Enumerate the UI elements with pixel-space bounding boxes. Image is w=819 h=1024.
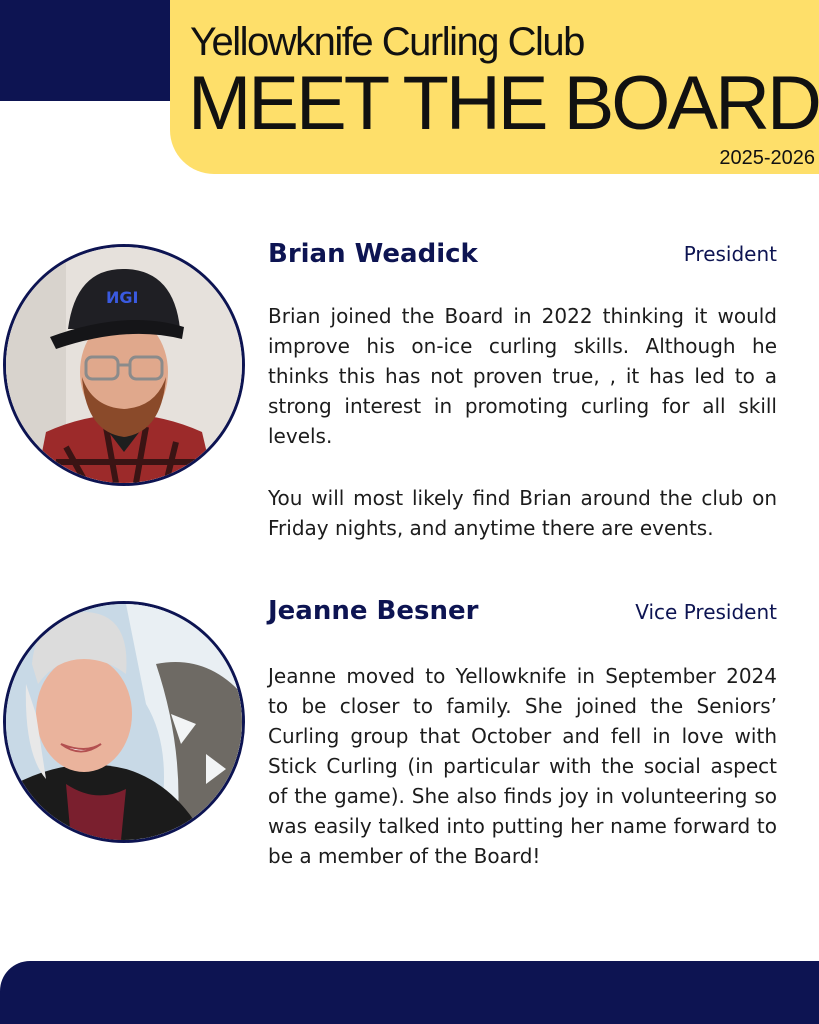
footer-bar <box>0 961 819 1024</box>
member-name: Brian Weadick <box>268 239 478 269</box>
svg-text:ИGI: ИGI <box>106 288 139 307</box>
term-years: 2025-2026 <box>719 147 815 169</box>
member-photo-jeanne <box>3 601 245 843</box>
member-role: President <box>683 242 777 266</box>
member-bio: Brian joined the Board in 2022 thinking it would improve his on-ice curling skills. Although he thinks this has not proven true, , it has led to a strong interest in promoting curling for all skill levels. <box>268 304 777 448</box>
club-name: Yellowknife Curling Club <box>190 20 584 64</box>
page-title: MEET THE BOARD <box>188 61 819 146</box>
member-photo-brian <box>3 244 245 486</box>
member-name: Jeanne Besner <box>268 596 479 626</box>
member-bio: Jeanne moved to Yellowknife in September 2024 to be closer to family. She joined the Seniors’ Curling group that October and fell in love with Stick Curling (in particular with the social aspect of the game). She also finds joy in volunteering so was easily talked into putting her name forward to be a member of the Board! <box>268 664 777 868</box>
header-navy-block <box>0 0 170 101</box>
member-bio: You will most likely find Brian around the club on Friday nights, and anytime there are events. <box>268 486 777 540</box>
member-role: Vice President <box>635 600 777 624</box>
